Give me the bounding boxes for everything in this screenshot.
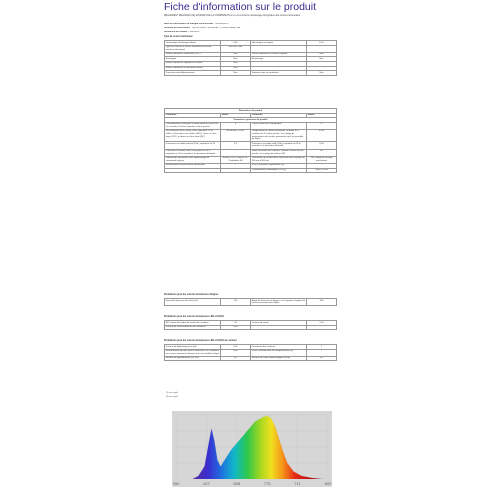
x-tick-label: 427 bbox=[203, 481, 210, 486]
table-row bbox=[165, 149, 337, 156]
value-cell: Non bbox=[221, 52, 251, 57]
value-cell: Non bbox=[221, 61, 251, 66]
parameter-cell: Protection anti-éblouissement bbox=[165, 71, 221, 76]
value-cell: Voir l'image de la page précédente bbox=[307, 156, 337, 163]
x-tick-label: 508 bbox=[233, 481, 241, 486]
parameter-cell: Coordonnées chromatiques (x et y) bbox=[251, 168, 307, 173]
model-label: Référence du modèle : bbox=[164, 31, 189, 33]
value-cell: 1,00 bbox=[307, 321, 337, 326]
model: TAK525-1 bbox=[189, 31, 200, 33]
table-row bbox=[165, 156, 337, 163]
directional-section-title: Paramètres pour les sources lumineuses dirigées bbox=[164, 294, 219, 296]
parameter-cell: Consommation d'énergie en mode marche (kWh/1000 h), arrondie à l'entier supérieur le plus proche bbox=[165, 122, 221, 129]
value-cell: 360 bbox=[307, 299, 337, 306]
type-table bbox=[164, 40, 337, 76]
value-cell bbox=[307, 45, 337, 52]
value-cell: 3 000 bbox=[307, 129, 337, 141]
parameter-cell: Dimensions extérieures hors appareillage de commande séparé bbox=[165, 156, 221, 163]
parameter-cell: Facteur de déphasage (cos φ1) bbox=[165, 345, 221, 350]
value-cell: 2,5 bbox=[221, 142, 251, 149]
parameter-cell: Mesure du papillotement (Pst LM) bbox=[165, 356, 221, 361]
value-cell: 0,4 bbox=[307, 356, 337, 361]
params-header-cell: Valeur bbox=[307, 113, 337, 118]
supplier-name-row bbox=[164, 23, 336, 26]
parameter-cell: IRC valeur de l'indice de rendu des couleurs bbox=[165, 321, 221, 326]
value-cell: - bbox=[307, 163, 337, 168]
parameter-cell: Facteur de survie bbox=[251, 321, 307, 326]
value-cell: Non bbox=[307, 71, 337, 76]
value-cell: Non bbox=[307, 52, 337, 57]
parameter-cell: Non dirigée ou dirigée bbox=[251, 41, 307, 46]
value-cell: - bbox=[221, 163, 251, 168]
value-cell: GU10/E27/Bo bbox=[221, 45, 251, 52]
value-cell: 2 bbox=[307, 345, 337, 350]
table-row bbox=[165, 325, 337, 330]
params-table bbox=[164, 108, 337, 173]
parameter-cell: Puissance en mode marche (Pon), exprimée en W bbox=[165, 142, 221, 149]
regulation-text: RÈGLEMENT DÉLÉGUÉ (UE) 2019/2015 DE LA COMMISSION en ce qui concerne l'étiquetage énergétique des sources lumineuses bbox=[164, 15, 300, 17]
parameter-cell: Si oui, revendication de remplacement (W) bbox=[251, 349, 307, 356]
params-section-title: Paramètres du produit bbox=[165, 109, 337, 114]
general-section-title: Paramètres généraux du produit bbox=[165, 118, 337, 123]
table-row bbox=[165, 299, 337, 306]
parameter-cell: Source lumineuse réglable en couleur bbox=[165, 61, 221, 66]
led-section-title: Paramètres pour les sources lumineuses LED et OLED bbox=[164, 316, 224, 318]
parameter-cell: Écoclairage bbox=[251, 57, 307, 62]
parameter-cell: Technologie d'éclairage utilisée bbox=[165, 41, 221, 46]
value-cell: 0,440 / 0,403 bbox=[307, 168, 337, 173]
type-section-title: Type de source lumineuse bbox=[164, 36, 193, 38]
parameter-cell: Revendication de puissance équivalente bbox=[165, 163, 221, 168]
params-header-cell: Paramètre bbox=[165, 113, 221, 118]
footnote: (¹) non réglé bbox=[166, 392, 178, 394]
parameter-cell: Source lumineuse à couleur réglable bbox=[251, 52, 307, 57]
parameter-cell bbox=[165, 168, 221, 173]
value-cell: G bbox=[307, 122, 337, 129]
value-cell: LED bbox=[221, 41, 251, 46]
table-row bbox=[165, 168, 337, 173]
parameter-cell: Puissance en mode veille (Psb), exprimée en W et arrondie à la deuxième décimale bbox=[251, 142, 307, 149]
mains-section-title: Paramètres pour les sources lumineuses LED et OLED sur secteur bbox=[164, 340, 237, 342]
parameter-cell: Indice de rendu des couleurs, arrondi à l'entier le plus proche, ou la plage de valeurs IRC bbox=[251, 149, 307, 156]
value-cell bbox=[307, 325, 337, 330]
supplier-address-row bbox=[164, 27, 336, 30]
value-cell: 80 bbox=[307, 149, 337, 156]
parameter-cell: Source lumineuse connectée (SLC) bbox=[165, 52, 221, 57]
parameter-cell: Mesure de l'effet stroboscopique (SVM) bbox=[251, 356, 307, 361]
parameter-cell: Revendication qu'une source lumineuse LED remplace une source lumineuse fluorescente sans ballast intégré bbox=[165, 350, 220, 355]
table-row bbox=[165, 356, 337, 361]
parameter-cell: Enveloppe bbox=[165, 57, 221, 62]
x-tick-label: 711 bbox=[294, 481, 301, 486]
page-title: Fiche d'information sur le produit bbox=[164, 1, 316, 13]
value-cell: 126 bbox=[221, 299, 251, 306]
parameter-cell: Intensité lumineuse de crête (cd) bbox=[165, 299, 221, 306]
parameter-cell bbox=[251, 325, 307, 330]
value-cell: Non bbox=[221, 349, 251, 356]
supplier-address: TopTrof GmbH, Zimmerstr. 3, 41464 Neuss, DE bbox=[191, 27, 241, 29]
table-row bbox=[165, 122, 337, 129]
product-sheet bbox=[162, 0, 338, 500]
value-cell: 180 lm/360° à 360° bbox=[221, 129, 251, 141]
parameter-cell: Classe d'efficacité énergétique bbox=[251, 122, 307, 129]
value-cell: 0,00 bbox=[307, 142, 337, 149]
led-table bbox=[164, 320, 337, 330]
parameter-cell bbox=[251, 45, 307, 52]
directional-table bbox=[164, 298, 337, 306]
parameter-cell: Si oui, puissance équivalente (W) bbox=[251, 163, 307, 168]
x-tick-label: 800 bbox=[324, 481, 332, 486]
supplier-address-label: Adresse du fournisseur : bbox=[164, 27, 192, 29]
mains-table bbox=[164, 344, 337, 361]
x-tick-label: 775 bbox=[263, 481, 271, 486]
value-cell: Non bbox=[221, 66, 251, 71]
spectral-distribution-chart bbox=[172, 411, 332, 487]
parameter-cell: Type de culot de la source lumineuse (ou autre interface électrique) bbox=[165, 45, 221, 52]
table-row bbox=[165, 45, 337, 52]
value-cell: 8 bbox=[221, 122, 251, 129]
value-cell: 0,96 bbox=[221, 325, 251, 330]
parameter-cell: Constance des couleurs bbox=[251, 345, 307, 350]
supplier-name: TALKALIGHT bbox=[214, 23, 229, 25]
parameter-cell: Angle de faisceau en degrés, ou la gamme d'angles de faisceau pouvant être réglés bbox=[251, 299, 306, 305]
parameter-cell: Puissance en mode veille (Pnet) pour les SLC, exprimée en W et arrondie à la deuxième décimale bbox=[165, 149, 221, 156]
parameter-cell: Température de couleur proximale, arrondie à la centaine de K la plus proche, ou la plage de températures de couleur proximales qu'il est possible de régler bbox=[251, 129, 307, 141]
value-cell: Non bbox=[307, 57, 337, 62]
value-cell: - bbox=[221, 149, 251, 156]
table-row bbox=[165, 142, 337, 149]
value-cell: - bbox=[307, 349, 337, 356]
value-cell bbox=[221, 168, 251, 173]
value-cell: 24 bbox=[221, 321, 251, 326]
table-row bbox=[165, 129, 337, 141]
x-tick-label: 350 bbox=[172, 481, 180, 486]
value-cell: 0,1 bbox=[221, 356, 251, 361]
parameter-cell: Source lumineuse à luminance élevée bbox=[165, 66, 221, 71]
params-header-cell: Paramètre bbox=[251, 113, 307, 118]
value-cell: Non bbox=[221, 57, 251, 62]
value-cell: DLS bbox=[307, 41, 337, 46]
params-header-cell: Valeur bbox=[221, 113, 251, 118]
supplier-name-label: Nom du fournisseur ou marque commerciale : bbox=[164, 23, 215, 25]
parameter-cell: Distribution de la puissance spectrale dans la plage de 250 nm à 800 nm bbox=[251, 157, 305, 162]
value-cell: Hauteur 100 / Largeur 59 / Profondeur 48 bbox=[221, 156, 251, 163]
value-cell: Non bbox=[221, 71, 251, 76]
parameter-cell: Facteur de conservation du flux lumineux bbox=[165, 325, 221, 330]
table-row bbox=[165, 349, 337, 356]
table-row bbox=[165, 71, 337, 76]
model-row bbox=[164, 31, 336, 34]
value-cell: 0,50 bbox=[221, 345, 251, 350]
parameter-cell: Flux lumineux utile (Φuse), avec indication s'il se réfère au flux dans une sphère (360°), dans un cône large (120°) ou dans un cône étroit (90°) bbox=[165, 129, 221, 141]
footnote: (²) non réglé bbox=[166, 396, 178, 398]
parameter-cell: Variateur avec un gradateur bbox=[251, 71, 307, 76]
